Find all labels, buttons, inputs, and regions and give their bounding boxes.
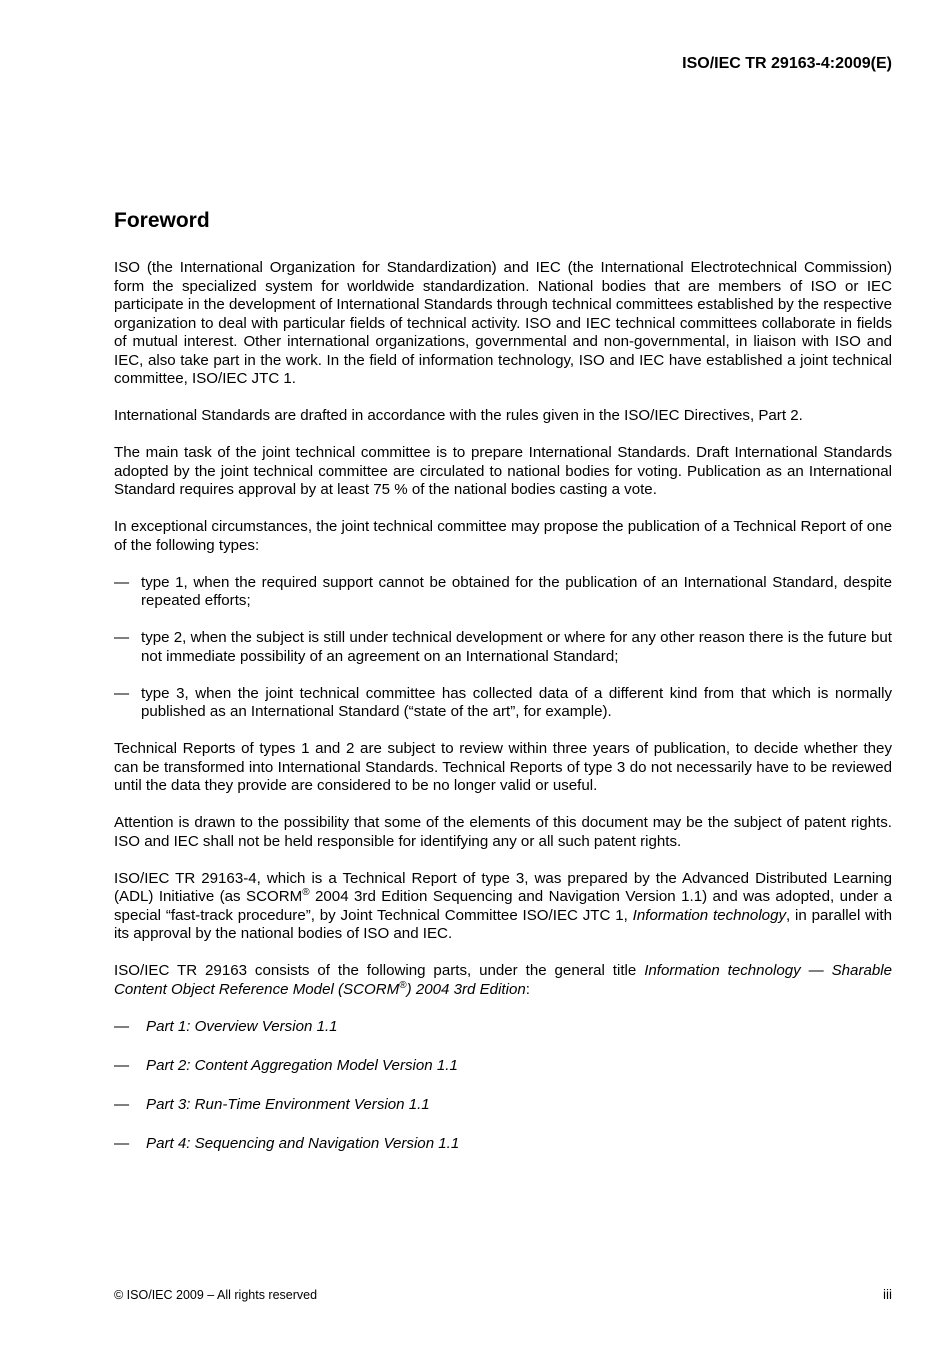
part-title: Part 1: Overview Version 1.1 xyxy=(146,1017,338,1035)
text-run: ISO/IEC TR 29163 consists of the following parts, under the general title xyxy=(114,962,645,979)
registered-mark: ® xyxy=(302,886,310,898)
text-run: 2004 3rd Edition Sequencing and Navigation Version 1.1) and was adopted, under a special “fast-track procedure”, by Joint Technical Committee ISO/IEC JTC 1, xyxy=(114,888,893,924)
paragraph-main-task: The main task of the joint technical committee is to prepare International Standards. Draft International Standards adopted by the joint technical committee are circulated to national bodies for voting. Publication as an International Standard requires approval by at least 75 % of the national bodies casting a vote. xyxy=(114,444,892,498)
page-number: iii xyxy=(883,1287,892,1302)
dash-marker: — xyxy=(114,1134,130,1152)
list-item-part-2 xyxy=(114,1057,892,1076)
copyright-notice: © ISO/IEC 2009 – All rights reserved xyxy=(114,1288,318,1302)
list-item-type-3 xyxy=(114,685,892,722)
dash-marker: — xyxy=(114,1095,130,1113)
part-title: Part 3: Run-Time Environment Version 1.1 xyxy=(146,1095,430,1113)
italic-title: Information technology xyxy=(632,906,787,924)
registered-mark: ® xyxy=(399,979,407,991)
list-item-part-4 xyxy=(114,1135,892,1154)
text-run: ISO/IEC TR 29163-4, which is a Technical Report of type 3, was prepared by the Advanced Distributed Learning (ADL) Initiative (as SCORM xyxy=(114,869,892,905)
foreword-body xyxy=(114,259,892,1174)
list-item-text: type 1, when the required support cannot be obtained for the publication of an International Standard, despite repeated efforts; xyxy=(141,573,892,609)
text-run: : xyxy=(525,980,530,998)
paragraph-exceptional-circumstances: In exceptional circumstances, the joint technical committee may propose the publication of a Technical Report of one of the following types: xyxy=(114,518,892,554)
paragraph-review-period: Technical Reports of types 1 and 2 are subject to review within three years of publication, to decide whether they can be transformed into International Standards. Technical Reports of type 3 do not necessarily have to be reviewed until the data they provide are considered to be no longer valid or useful. xyxy=(114,740,892,794)
paragraph-parts-intro xyxy=(114,962,892,999)
italic-title: Information technology — Sharable Content Object Reference Model (SCORM xyxy=(114,962,893,998)
paragraph-directives: International Standards are drafted in accordance with the rules given in the ISO/IEC Directives, Part 2. xyxy=(114,407,803,424)
dash-marker: — xyxy=(114,1017,130,1035)
paragraph-iso-iec-intro: ISO (the International Organization for Standardization) and IEC (the International Electrotechnical Commission) form the specialized system for worldwide standardization. National bodies that are members of ISO or IEC participate in the development of International Standards through technical committees established by the respective organization to deal with particular fields of technical activity. ISO and IEC technical committees collaborate in fields of mutual interest. Other international organizations, governmental and non-governmental, in liaison with ISO and IEC, also take part in the work. In the field of information technology, ISO and IEC have established a joint technical committee, ISO/IEC JTC 1. xyxy=(114,259,892,387)
list-item-text: type 3, when the joint technical committee has collected data of a different kind from that which is normally published as an International Standard (“state of the art”, for example). xyxy=(141,684,892,720)
dash-marker: — xyxy=(114,629,130,646)
list-item-type-2 xyxy=(114,629,892,666)
paragraph-patent-rights: Attention is drawn to the possibility that some of the elements of this document may be the subject of patent rights. ISO and IEC shall not be held responsible for identifying any or all such patent rights. xyxy=(114,814,892,850)
document-identifier: ISO/IEC TR 29163-4:2009(E) xyxy=(682,55,892,72)
paragraph-preparation xyxy=(114,870,892,944)
list-item-part-1 xyxy=(114,1018,892,1037)
dash-marker: — xyxy=(114,684,130,702)
part-title: Part 2: Content Aggregation Model Version 1.1 xyxy=(146,1056,458,1074)
dash-marker: — xyxy=(114,1056,130,1074)
list-item-text: type 2, when the subject is still under technical development or where for any other reason there is the future but not immediate possibility of an agreement on an International Standard; xyxy=(141,629,892,665)
italic-title: ) 2004 3rd Edition xyxy=(406,980,526,998)
list-item-part-3 xyxy=(114,1096,892,1115)
dash-marker: — xyxy=(114,573,130,591)
text-run: , in parallel with its approval by the national bodies of ISO and IEC. xyxy=(114,906,892,942)
page-title: Foreword xyxy=(114,209,210,232)
list-item-type-1 xyxy=(114,574,892,611)
part-title: Part 4: Sequencing and Navigation Version 1.1 xyxy=(146,1134,460,1152)
